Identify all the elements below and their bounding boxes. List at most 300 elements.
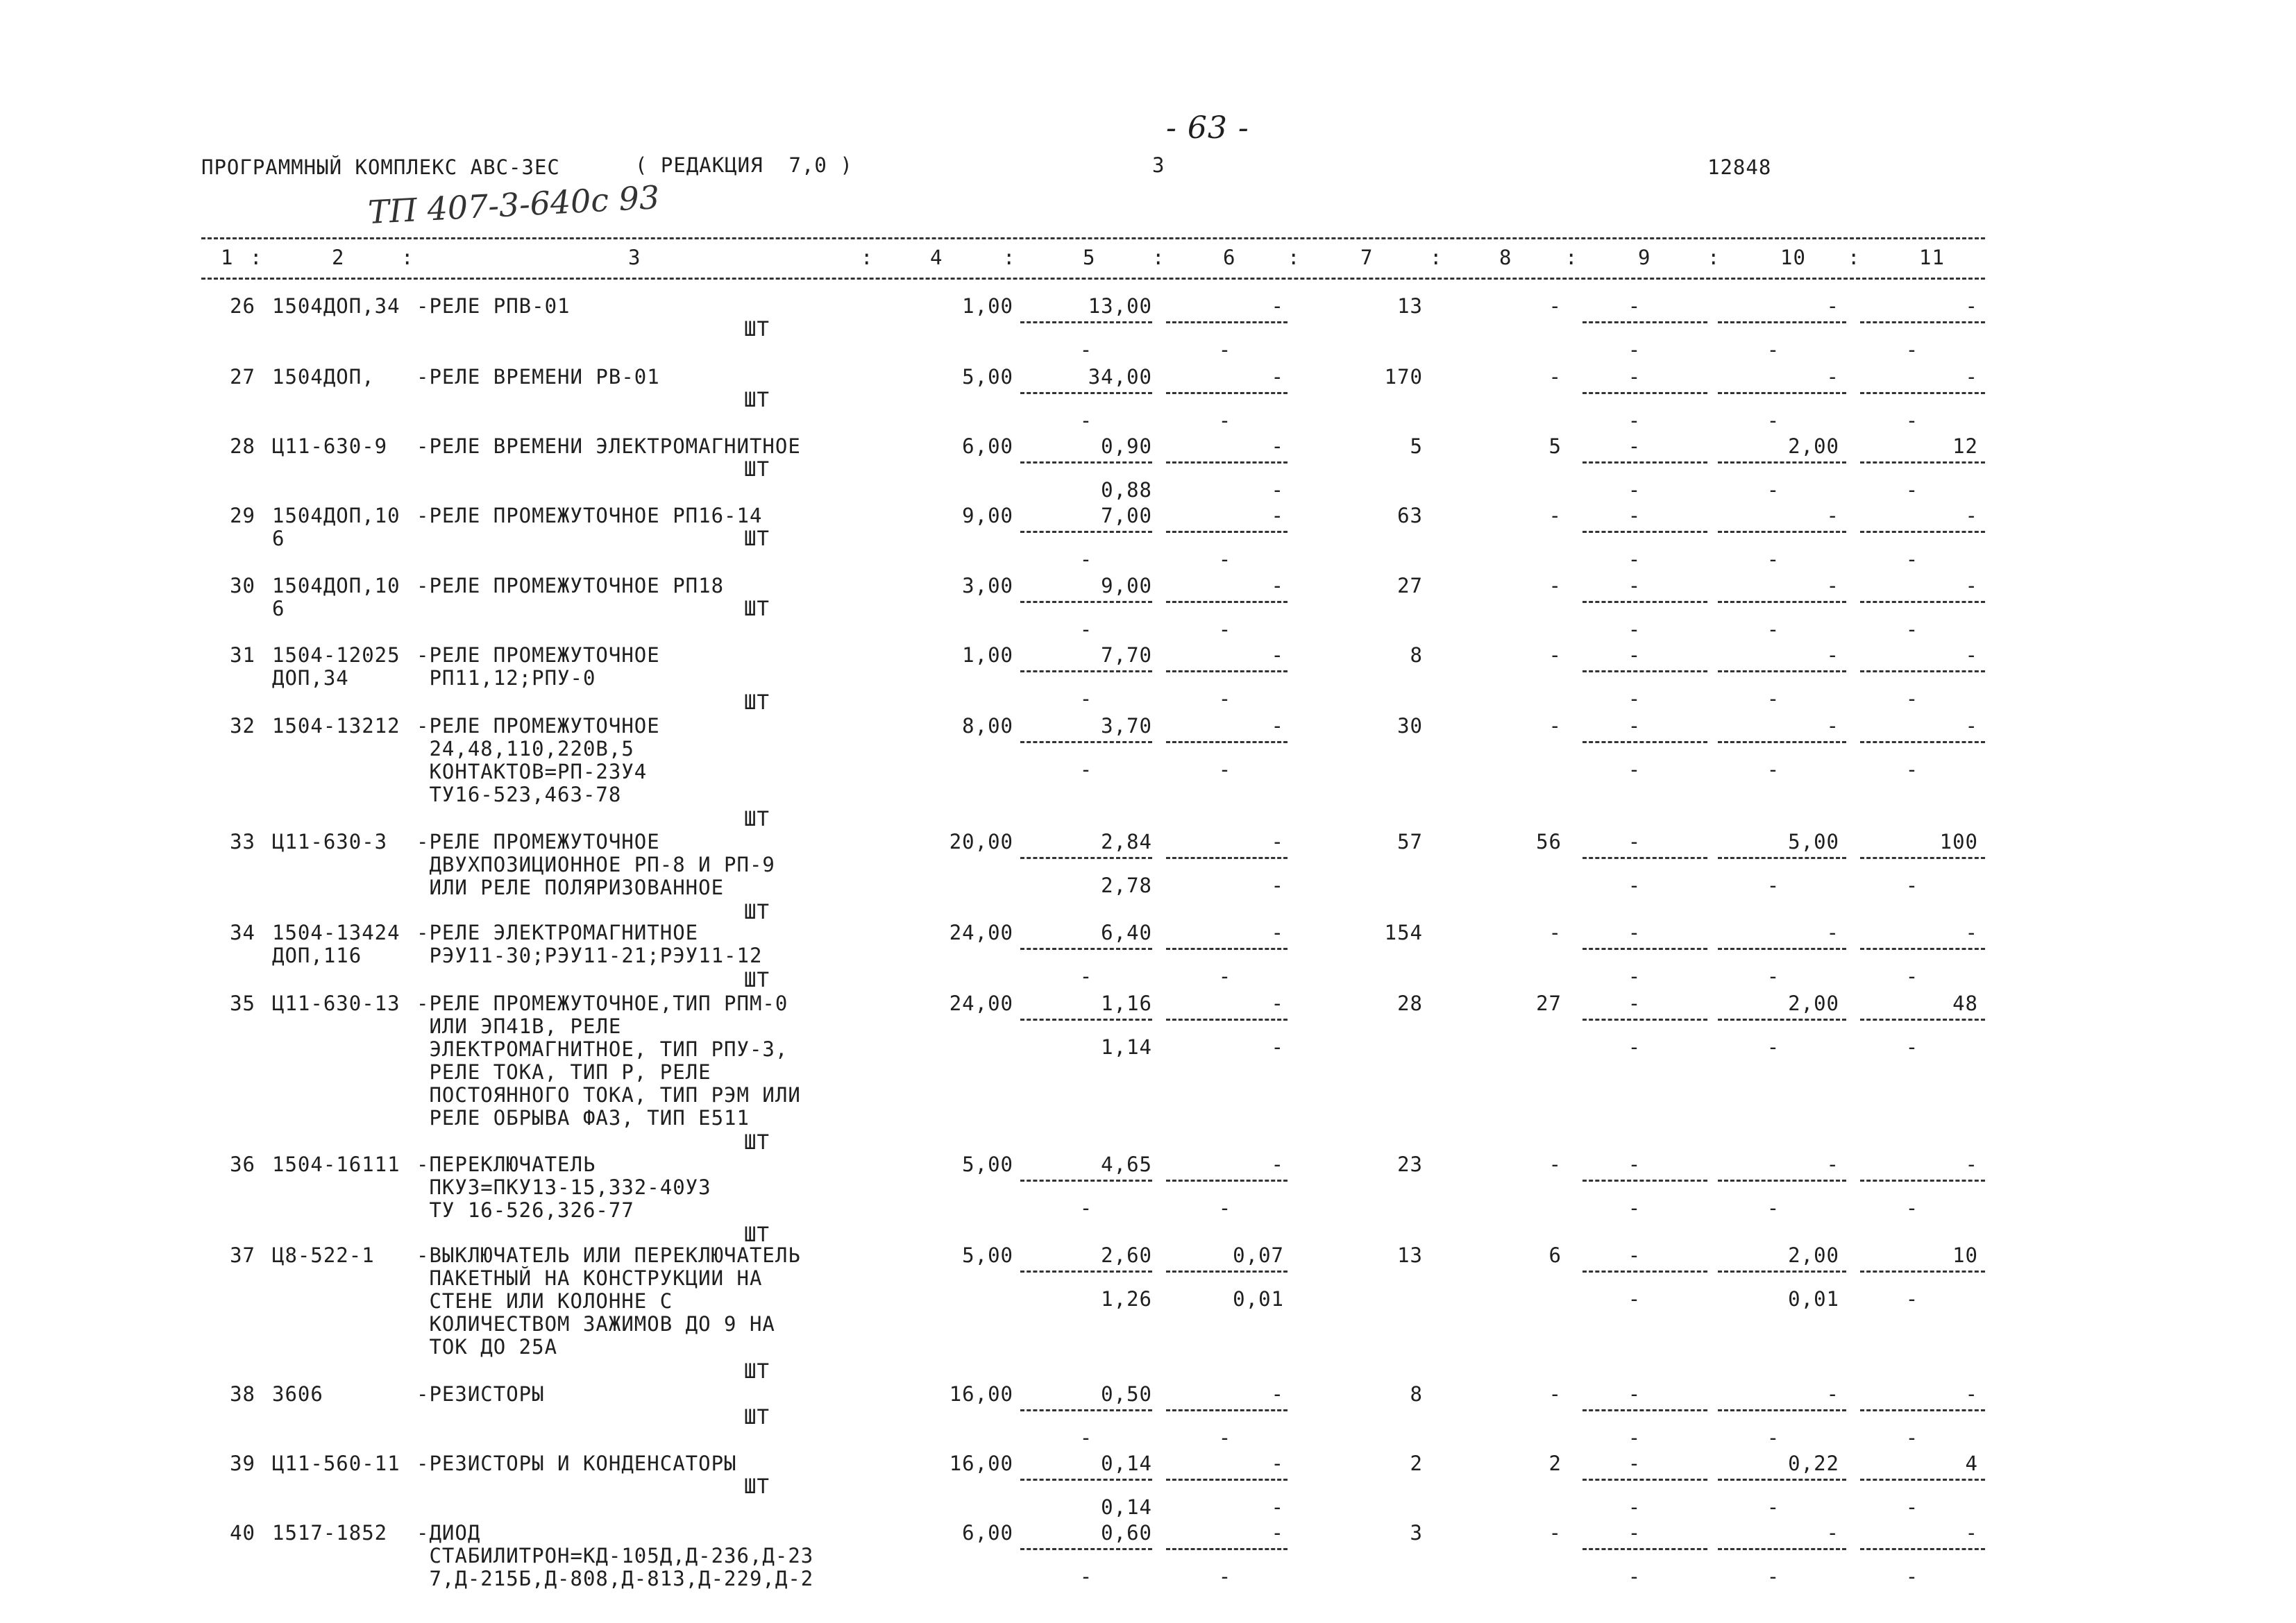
col8-value: -	[1548, 643, 1562, 667]
row-number: 32	[230, 714, 255, 738]
item-code: 1517-1852	[272, 1521, 388, 1545]
col6-secondary: -	[1271, 1035, 1284, 1059]
row-number: 35	[230, 992, 255, 1015]
col7-value: 3	[1410, 1521, 1423, 1545]
col8-value: 6	[1548, 1243, 1562, 1267]
col7-value: 8	[1410, 643, 1423, 667]
col5-secondary: 2,78	[1101, 874, 1152, 897]
column-header-6: 6	[1223, 246, 1236, 269]
item-description: -РЕЛЕ ЭЛЕКТРОМАГНИТНОЕ	[416, 921, 699, 944]
col10-value: -	[1826, 921, 1839, 944]
col6-value: -	[1271, 1153, 1284, 1176]
row-number: 40	[230, 1521, 255, 1545]
col5-value: 0,60	[1101, 1521, 1152, 1545]
col10-secondary: -	[1766, 965, 1780, 988]
col6-secondary: -	[1271, 478, 1284, 502]
col6-value: -	[1271, 714, 1284, 738]
row-number: 38	[230, 1382, 255, 1406]
col11-secondary: -	[1905, 687, 1919, 711]
col6-value: -	[1271, 830, 1284, 853]
col10-value: -	[1826, 1153, 1839, 1176]
col11-secondary: -	[1905, 965, 1919, 988]
col5-secondary: 1,26	[1101, 1287, 1152, 1311]
col6-secondary: -	[1218, 338, 1232, 362]
value-underline	[1860, 1548, 1985, 1550]
value-underline	[1582, 1180, 1707, 1182]
col6-value: -	[1271, 1521, 1284, 1545]
item-code: 1504ДОП,	[272, 365, 375, 389]
col7-value: 30	[1397, 714, 1423, 738]
col8-value: -	[1548, 294, 1562, 318]
col5-secondary: -	[1079, 409, 1093, 432]
column-separator: :	[861, 246, 874, 269]
item-description: -РЕЛЕ ПРОМЕЖУТОЧНОЕ РП16-14	[416, 504, 763, 527]
unit-label: ШТ	[744, 1475, 770, 1498]
item-description: КОЛИЧЕСТВОМ ЗАЖИМОВ ДО 9 НА	[416, 1312, 775, 1336]
item-description: КОНТАКТОВ=РП-23У4	[416, 760, 648, 783]
unit-label: ШТ	[744, 317, 770, 341]
col5-secondary: 0,14	[1101, 1495, 1152, 1519]
col7-value: 28	[1397, 992, 1423, 1015]
value-underline	[1860, 741, 1985, 743]
col6-value: -	[1271, 643, 1284, 667]
col11-value: -	[1965, 504, 1978, 527]
item-description: СТЕНЕ ИЛИ КОЛОННЕ С	[416, 1289, 673, 1313]
value-underline	[1860, 1479, 1985, 1481]
item-description: -РЕЗИСТОРЫ	[416, 1382, 545, 1406]
col5-value: 13,00	[1088, 294, 1152, 318]
item-description: ЭЛЕКТРОМАГНИТНОЕ, ТИП РПУ-3,	[416, 1037, 788, 1061]
col4-quantity: 24,00	[949, 992, 1013, 1015]
col10-value: 2,00	[1788, 992, 1839, 1015]
col7-value: 13	[1397, 1243, 1423, 1267]
row-number: 33	[230, 830, 255, 853]
value-underline	[1020, 1548, 1152, 1550]
col6-value: -	[1271, 365, 1284, 389]
item-code: Ц11-560-11	[272, 1452, 400, 1475]
col4-quantity: 1,00	[962, 643, 1013, 667]
col11-secondary: -	[1905, 1035, 1919, 1059]
item-code: 6	[272, 597, 285, 620]
item-description: ТУ 16-526,326-77	[416, 1198, 634, 1222]
value-underline	[1020, 670, 1152, 672]
col8-value: -	[1548, 1521, 1562, 1545]
column-header-11: 11	[1919, 246, 1945, 269]
row-number: 36	[230, 1153, 255, 1176]
col7-value: 63	[1397, 504, 1423, 527]
item-description: -РЕЛЕ ПРОМЕЖУТОЧНОЕ	[416, 830, 660, 853]
column-header-1: 1	[221, 246, 234, 269]
value-underline	[1582, 670, 1707, 672]
value-underline	[1582, 1271, 1707, 1273]
col11-value: 4	[1965, 1452, 1978, 1475]
value-underline	[1020, 461, 1152, 464]
col5-secondary: 0,88	[1101, 478, 1152, 502]
col7-value: 27	[1397, 574, 1423, 597]
unit-label: ШТ	[744, 1223, 770, 1246]
col6-secondary: 0,01	[1233, 1287, 1284, 1311]
col5-value: 2,60	[1101, 1243, 1152, 1267]
col9-secondary: -	[1628, 1426, 1641, 1450]
item-description: СТАБИЛИТРОН=КД-105Д,Д-236,Д-23	[416, 1544, 814, 1567]
col9-secondary: -	[1628, 478, 1641, 502]
value-underline	[1166, 1271, 1288, 1273]
col10-secondary: -	[1766, 478, 1780, 502]
row-number: 39	[230, 1452, 255, 1475]
col11-secondary: -	[1905, 478, 1919, 502]
col6-secondary: -	[1218, 1426, 1232, 1450]
col9-secondary: -	[1628, 874, 1641, 897]
item-description: -РЕЛЕ ПРОМЕЖУТОЧНОЕ	[416, 714, 660, 738]
col10-secondary: -	[1766, 547, 1780, 571]
item-description: ПКУЗ=ПКУ13-15,332-40УЗ	[416, 1175, 711, 1199]
col11-secondary: -	[1905, 1495, 1919, 1519]
item-description: -РЕЛЕ ПРОМЕЖУТОЧНОЕ РП18	[416, 574, 725, 597]
col10-value: 5,00	[1788, 830, 1839, 853]
col4-quantity: 24,00	[949, 921, 1013, 944]
col6-secondary: -	[1271, 1495, 1284, 1519]
item-description: ПАКЕТНЫЙ НА КОНСТРУКЦИИ НА	[416, 1266, 763, 1290]
column-header-2: 2	[332, 246, 345, 269]
col10-value: -	[1826, 294, 1839, 318]
page-number: - 63 -	[1166, 110, 1249, 146]
col8-value: 56	[1536, 830, 1562, 853]
col10-value: 2,00	[1788, 1243, 1839, 1267]
col5-secondary: -	[1079, 758, 1093, 781]
value-underline	[1166, 531, 1288, 533]
value-underline	[1582, 531, 1707, 533]
item-code: 6	[272, 527, 285, 550]
col4-quantity: 8,00	[962, 714, 1013, 738]
col6-value: -	[1271, 992, 1284, 1015]
col11-secondary: -	[1905, 1565, 1919, 1588]
col8-value: -	[1548, 574, 1562, 597]
col6-secondary: -	[1218, 409, 1232, 432]
col11-value: 10	[1952, 1243, 1978, 1267]
col9-secondary: -	[1628, 687, 1641, 711]
col5-value: 7,00	[1101, 504, 1152, 527]
unit-label: ШТ	[744, 597, 770, 620]
col10-value: -	[1826, 504, 1839, 527]
item-description: ТУ16-523,463-78	[416, 783, 622, 806]
col6-secondary: -	[1218, 687, 1232, 711]
col9-secondary: -	[1628, 758, 1641, 781]
value-underline	[1860, 1180, 1985, 1182]
value-underline	[1166, 1019, 1288, 1021]
col9-value: -	[1628, 830, 1641, 853]
col11-secondary: -	[1905, 1196, 1919, 1220]
col6-value: -	[1271, 574, 1284, 597]
item-code: Ц11-630-13	[272, 992, 400, 1015]
col5-value: 9,00	[1101, 574, 1152, 597]
item-code: 1504-13424	[272, 921, 400, 944]
item-description: 7,Д-215Б,Д-808,Д-813,Д-229,Д-2	[416, 1567, 814, 1590]
col4-quantity: 5,00	[962, 1153, 1013, 1176]
col11-value: -	[1965, 294, 1978, 318]
col9-secondary: -	[1628, 338, 1641, 362]
col6-value: -	[1271, 1382, 1284, 1406]
col9-value: -	[1628, 365, 1641, 389]
col11-value: -	[1965, 714, 1978, 738]
col7-value: 13	[1397, 294, 1423, 318]
col11-secondary: -	[1905, 758, 1919, 781]
row-number: 31	[230, 643, 255, 667]
value-underline	[1020, 857, 1152, 859]
col10-secondary: -	[1766, 1565, 1780, 1588]
unit-label: ШТ	[744, 388, 770, 411]
column-header-3: 3	[628, 246, 641, 269]
col6-value: 0,07	[1233, 1243, 1284, 1267]
col5-value: 3,70	[1101, 714, 1152, 738]
col10-secondary: -	[1766, 409, 1780, 432]
col11-value: -	[1965, 1521, 1978, 1545]
row-number: 27	[230, 365, 255, 389]
value-underline	[1166, 948, 1288, 950]
col10-secondary: -	[1766, 338, 1780, 362]
col6-secondary: -	[1218, 965, 1232, 988]
item-code: 1504-12025	[272, 643, 400, 667]
value-underline	[1582, 321, 1707, 323]
value-underline	[1020, 1019, 1152, 1021]
column-separator: :	[1707, 246, 1721, 269]
col9-value: -	[1628, 1382, 1641, 1406]
col9-value: -	[1628, 1452, 1641, 1475]
col5-secondary: 1,14	[1101, 1035, 1152, 1059]
col8-value: -	[1548, 714, 1562, 738]
column-separator: :	[1565, 246, 1578, 269]
col10-secondary: -	[1766, 1035, 1780, 1059]
value-underline	[1718, 1479, 1846, 1481]
value-underline	[1020, 741, 1152, 743]
value-underline	[1166, 1180, 1288, 1182]
col10-secondary: -	[1766, 687, 1780, 711]
column-header-4: 4	[930, 246, 943, 269]
value-underline	[1166, 321, 1288, 323]
value-underline	[1860, 461, 1985, 464]
col11-secondary: -	[1905, 338, 1919, 362]
col4-quantity: 16,00	[949, 1382, 1013, 1406]
item-code: ДОП,34	[272, 666, 349, 690]
value-underline	[1166, 741, 1288, 743]
column-header-9: 9	[1638, 246, 1651, 269]
column-header-7: 7	[1360, 246, 1374, 269]
value-underline	[1582, 1479, 1707, 1481]
col8-value: 2	[1548, 1452, 1562, 1475]
col10-value: -	[1826, 365, 1839, 389]
col11-secondary: -	[1905, 618, 1919, 641]
value-underline	[1718, 741, 1846, 743]
col9-value: -	[1628, 921, 1641, 944]
col9-value: -	[1628, 434, 1641, 458]
value-underline	[1166, 461, 1288, 464]
col4-quantity: 20,00	[949, 830, 1013, 853]
row-number: 37	[230, 1243, 255, 1267]
col6-value: -	[1271, 294, 1284, 318]
value-underline	[1582, 948, 1707, 950]
col6-secondary: -	[1271, 874, 1284, 897]
col9-value: -	[1628, 992, 1641, 1015]
col5-value: 1,16	[1101, 992, 1152, 1015]
col5-value: 0,90	[1101, 434, 1152, 458]
col10-secondary: -	[1766, 758, 1780, 781]
col8-value: -	[1548, 504, 1562, 527]
col9-secondary: -	[1628, 1196, 1641, 1220]
value-underline	[1860, 857, 1985, 859]
item-code: Ц11-630-9	[272, 434, 388, 458]
item-description: -РЕЛЕ ВРЕМЕНИ ЭЛЕКТРОМАГНИТНОЕ	[416, 434, 801, 458]
value-underline	[1166, 1548, 1288, 1550]
item-code: 1504-16111	[272, 1153, 400, 1176]
col5-secondary: -	[1079, 618, 1093, 641]
value-underline	[1718, 1409, 1846, 1411]
value-underline	[1860, 948, 1985, 950]
item-description: -ПЕРЕКЛЮЧАТЕЛЬ	[416, 1153, 596, 1176]
value-underline	[1860, 1271, 1985, 1273]
value-underline	[1582, 392, 1707, 394]
col7-value: 154	[1384, 921, 1423, 944]
col11-secondary: -	[1905, 409, 1919, 432]
col6-value: -	[1271, 1452, 1284, 1475]
unit-label: ШТ	[744, 690, 770, 714]
item-description: ИЛИ ЭП41В, РЕЛЕ	[416, 1014, 622, 1038]
col8-value: 5	[1548, 434, 1562, 458]
value-underline	[1166, 601, 1288, 603]
col7-value: 2	[1410, 1452, 1423, 1475]
program-title: ПРОГРАММНЫЙ КОМПЛЕКС АВС-ЗЕС	[201, 155, 560, 179]
col7-value: 5	[1410, 434, 1423, 458]
value-underline	[1582, 461, 1707, 464]
item-code: 1504ДОП,10	[272, 574, 400, 597]
unit-label: ШТ	[744, 1359, 770, 1383]
col6-value: -	[1271, 921, 1284, 944]
col9-value: -	[1628, 504, 1641, 527]
col11-value: -	[1965, 1382, 1978, 1406]
col5-secondary: -	[1079, 1426, 1093, 1450]
col9-value: -	[1628, 294, 1641, 318]
unit-label: ШТ	[744, 900, 770, 924]
value-underline	[1718, 531, 1846, 533]
value-underline	[1718, 857, 1846, 859]
column-header-5: 5	[1083, 246, 1096, 269]
col6-value: -	[1271, 434, 1284, 458]
col6-secondary: -	[1218, 547, 1232, 571]
col10-secondary: -	[1766, 1495, 1780, 1519]
col9-secondary: -	[1628, 1287, 1641, 1311]
col4-quantity: 9,00	[962, 504, 1013, 527]
col9-secondary: -	[1628, 618, 1641, 641]
value-underline	[1718, 948, 1846, 950]
col5-secondary: -	[1079, 965, 1093, 988]
value-underline	[1166, 1479, 1288, 1481]
value-underline	[1718, 670, 1846, 672]
value-underline	[1860, 670, 1985, 672]
value-underline	[1582, 1548, 1707, 1550]
item-description: 24,48,110,220В,5	[416, 737, 634, 760]
item-description: -РЕЛЕ ВРЕМЕНИ РВ-01	[416, 365, 660, 389]
col4-quantity: 6,00	[962, 434, 1013, 458]
item-description: -РЕЛЕ РПВ-01	[416, 294, 571, 318]
col5-value: 0,50	[1101, 1382, 1152, 1406]
item-code: 3606	[272, 1382, 323, 1406]
col7-value: 23	[1397, 1153, 1423, 1176]
value-underline	[1718, 1271, 1846, 1273]
value-underline	[1718, 1180, 1846, 1182]
col6-value: -	[1271, 504, 1284, 527]
col6-secondary: -	[1218, 1565, 1232, 1588]
col5-value: 4,65	[1101, 1153, 1152, 1176]
col9-value: -	[1628, 574, 1641, 597]
col11-value: 100	[1939, 830, 1978, 853]
col10-value: -	[1826, 643, 1839, 667]
col4-quantity: 5,00	[962, 1243, 1013, 1267]
value-underline	[1860, 601, 1985, 603]
col10-value: 2,00	[1788, 434, 1839, 458]
column-separator: :	[1003, 246, 1016, 269]
value-underline	[1020, 1409, 1152, 1411]
col5-secondary: -	[1079, 687, 1093, 711]
item-description: ИЛИ РЕЛЕ ПОЛЯРИЗОВАННОЕ	[416, 876, 725, 899]
col6-secondary: -	[1218, 758, 1232, 781]
unit-label: ШТ	[744, 457, 770, 481]
col6-secondary: -	[1218, 618, 1232, 641]
col11-secondary: -	[1905, 1426, 1919, 1450]
col4-quantity: 6,00	[962, 1521, 1013, 1545]
value-underline	[1020, 1271, 1152, 1273]
row-number: 26	[230, 294, 255, 318]
value-underline	[1718, 392, 1846, 394]
column-separator: :	[401, 246, 414, 269]
col5-value: 0,14	[1101, 1452, 1152, 1475]
unit-label: ШТ	[744, 968, 770, 992]
item-description: РП11,12;РПУ-0	[416, 666, 596, 690]
col8-value: -	[1548, 1382, 1562, 1406]
col9-secondary: -	[1628, 1495, 1641, 1519]
col10-secondary: 0,01	[1788, 1287, 1839, 1311]
value-underline	[1582, 601, 1707, 603]
col9-value: -	[1628, 714, 1641, 738]
col9-value: -	[1628, 1153, 1641, 1176]
value-underline	[1718, 461, 1846, 464]
col11-value: -	[1965, 921, 1978, 944]
item-code: Ц11-630-3	[272, 830, 388, 853]
col10-secondary: -	[1766, 618, 1780, 641]
col4-quantity: 5,00	[962, 365, 1013, 389]
column-separator: :	[1152, 246, 1165, 269]
column-separator: :	[250, 246, 263, 269]
column-header-8: 8	[1499, 246, 1512, 269]
col5-value: 34,00	[1088, 365, 1152, 389]
col7-value: 57	[1397, 830, 1423, 853]
col11-value: -	[1965, 574, 1978, 597]
value-underline	[1860, 321, 1985, 323]
col10-value: -	[1826, 714, 1839, 738]
item-description: -ВЫКЛЮЧАТЕЛЬ ИЛИ ПЕРЕКЛЮЧАТЕЛЬ	[416, 1243, 801, 1267]
value-underline	[1860, 1409, 1985, 1411]
column-separator: :	[1288, 246, 1301, 269]
value-underline	[1718, 601, 1846, 603]
col10-secondary: -	[1766, 1426, 1780, 1450]
unit-label: ШТ	[744, 1405, 770, 1429]
col11-value: -	[1965, 365, 1978, 389]
col10-value: -	[1826, 1521, 1839, 1545]
col11-value: 12	[1952, 434, 1978, 458]
col8-value: -	[1548, 1153, 1562, 1176]
col11-value: -	[1965, 643, 1978, 667]
value-underline	[1020, 392, 1152, 394]
item-code: 1504-13212	[272, 714, 400, 738]
value-underline	[1718, 321, 1846, 323]
value-underline	[1860, 392, 1985, 394]
